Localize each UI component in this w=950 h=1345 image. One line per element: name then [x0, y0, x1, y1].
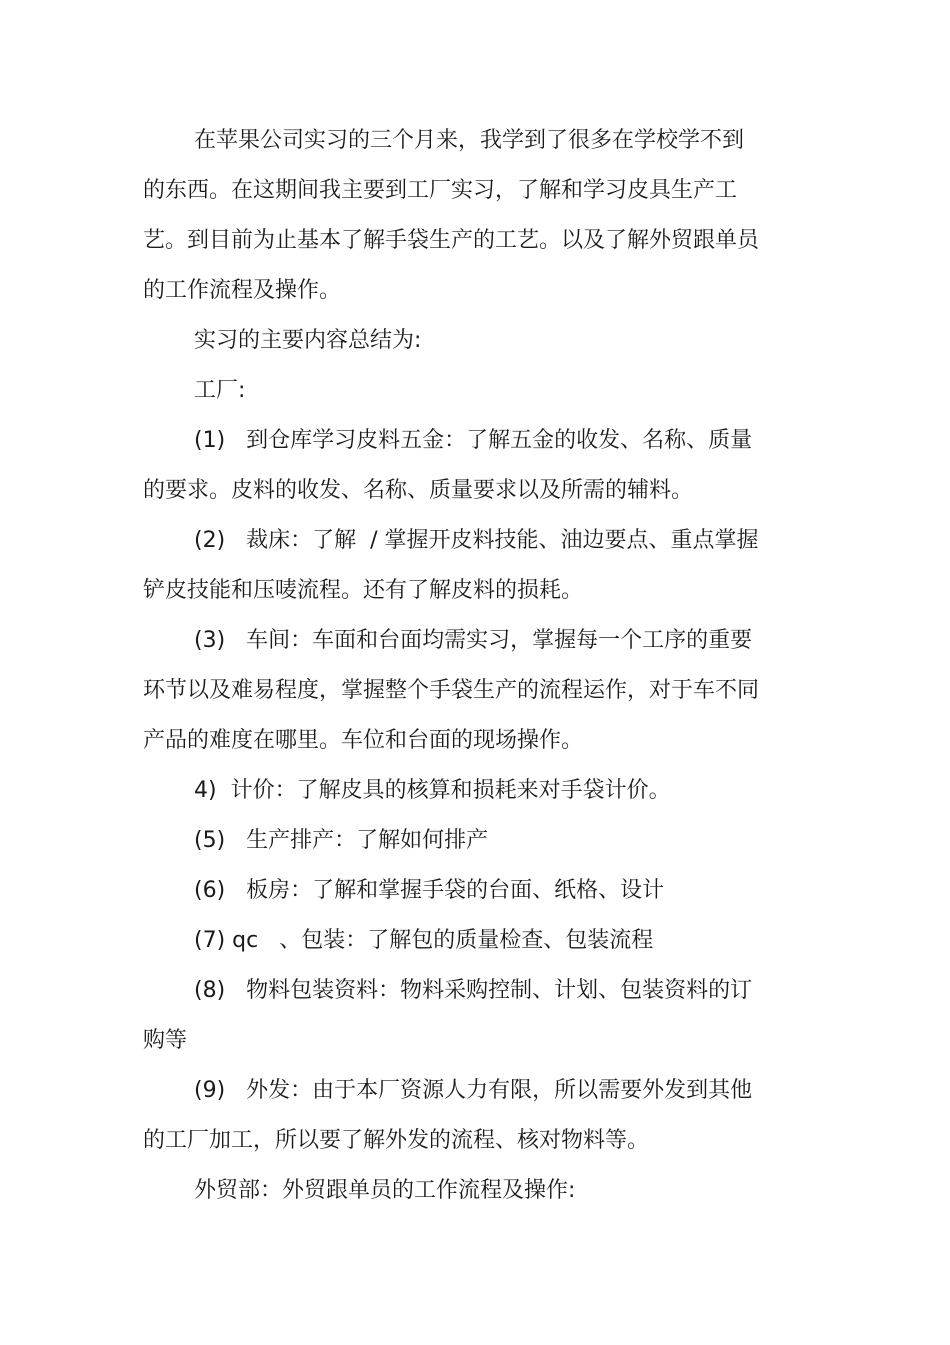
list-item-2: (2) 裁床：了解 / 掌握开皮料技能、油边要点、重点掌握铲皮技能和压唛流程。还有了解皮料的损耗。 [143, 528, 759, 603]
summary-heading: 实习的主要内容总结为: [194, 328, 422, 353]
list-item-4: 4) 计价：了解皮具的核算和损耗来对手袋计价。 [194, 778, 671, 803]
list-item-5: (5) 生产排产：了解如何排产 [194, 828, 489, 853]
list-item-8: (8) 物料包装资料：物料采购控制、计划、包装资料的订购等 [143, 978, 753, 1053]
document-body [143, 116, 761, 1216]
list-item-6: (6) 板房：了解和掌握手袋的台面、纸格、设计 [194, 878, 665, 903]
list-item-9: (9) 外发：由于本厂资源人力有限，所以需要外发到其他的工厂加工，所以要了解外发的流程、核对物料等。 [143, 1078, 753, 1153]
list-item-7: (7) qc 、包装：了解包的质量检查、包装流程 [194, 928, 654, 953]
factory-heading: 工厂: [194, 378, 246, 403]
trade-dept-heading: 外贸部：外贸跟单员的工作流程及操作: [194, 1178, 576, 1203]
list-item-3: (3) 车间：车面和台面均需实习，掌握每一个工序的重要环节以及难易程度，掌握整个手袋生产的流程运作，对于车不同产品的难度在哪里。车位和台面的现场操作。 [143, 628, 760, 753]
intro-paragraph: 在苹果公司实习的三个月来，我学到了很多在学校学不到的东西。在这期间我主要到工厂实习，了解和学习皮具生产工艺。到目前为止基本了解手袋生产的工艺。以及了解外贸跟单员的工作流程及操作。 [143, 128, 760, 303]
list-item-1: (1) 到仓库学习皮料五金：了解五金的收发、名称、质量的要求。皮料的收发、名称、质量要求以及所需的辅料。 [143, 428, 753, 503]
